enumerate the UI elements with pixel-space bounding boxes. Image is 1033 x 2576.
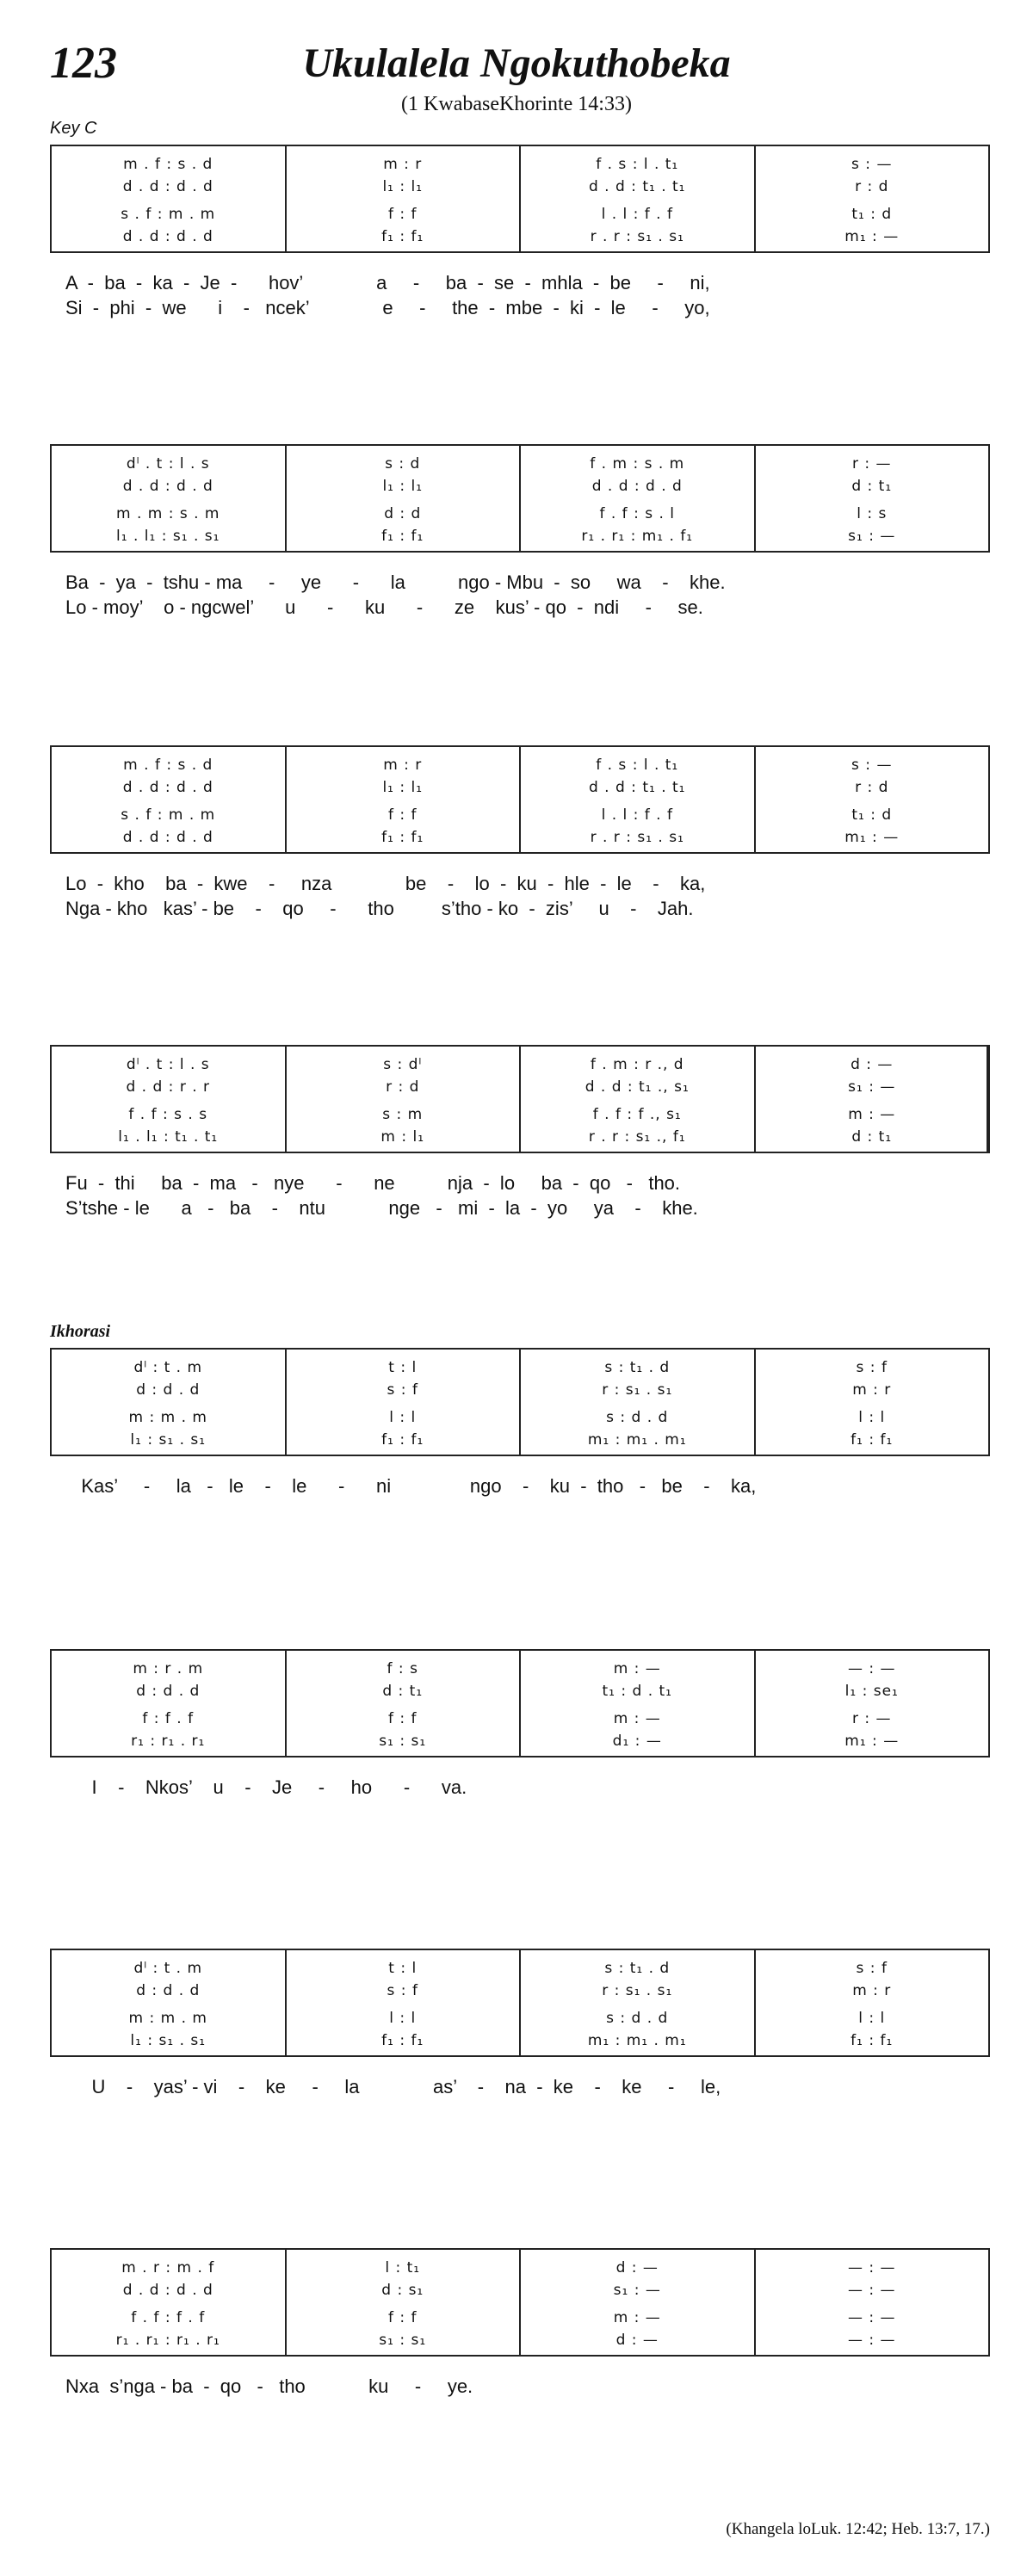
note-row: f₁ : f₁ <box>381 1431 424 1449</box>
lyrics-block <box>65 270 710 320</box>
measure <box>754 146 989 251</box>
note-row: m . f : s . d <box>123 757 213 774</box>
note-row: f₁ : f₁ <box>851 1431 894 1449</box>
note-row: l : l <box>858 2010 886 2027</box>
note-row: f . s : l . t₁ <box>596 156 679 173</box>
measure <box>519 747 754 852</box>
measure <box>52 747 285 852</box>
lyric-line: Lo - kho ba - kwe - nza be - lo - ku - hle - le - ka, <box>65 873 706 894</box>
measure <box>519 1350 754 1455</box>
note-row: l₁ : se₁ <box>844 1683 899 1700</box>
note-row: s . f : m . m <box>121 206 216 223</box>
measure <box>285 1651 520 1756</box>
note-row: d . d : d . d <box>122 779 213 796</box>
note-row: f₁ : f₁ <box>381 2032 424 2049</box>
measure <box>754 1651 989 1756</box>
measure <box>519 1950 754 2055</box>
measure <box>754 446 989 551</box>
note-row: d . d : d . d <box>122 829 213 846</box>
measure <box>52 1350 285 1455</box>
lyric-line: S’tshe - le a - ba - ntu nge - mi - la - yo ya - khe. <box>65 1197 698 1219</box>
measure <box>52 1651 285 1756</box>
score-system <box>50 1649 990 1757</box>
lyric-line: I - Nkos’ u - Je - ho - va. <box>65 1776 467 1798</box>
measure <box>52 146 285 251</box>
note-row: s : f <box>387 1381 418 1399</box>
note-row: r : — <box>851 1710 892 1727</box>
note-row: s : f <box>387 1982 418 1999</box>
note-row: d : — <box>851 1056 894 1073</box>
note-row: l₁ : s₁ . s₁ <box>130 1431 207 1449</box>
note-row: — : — <box>847 2309 896 2326</box>
note-row: m : r <box>383 757 423 774</box>
note-row: s : d . d <box>606 1409 669 1426</box>
note-row: l . l : f . f <box>601 806 673 824</box>
note-row: r : d <box>855 178 889 195</box>
note-row: d₁ : — <box>612 1733 662 1750</box>
hymn-number: 123 <box>50 39 117 88</box>
note-row: — : — <box>847 1660 896 1677</box>
measure <box>285 1350 520 1455</box>
note-row: d . d : t₁ . t₁ <box>588 178 686 195</box>
measure <box>285 747 520 852</box>
measure <box>285 1047 520 1152</box>
measure <box>754 2250 989 2355</box>
measure <box>519 1651 754 1756</box>
note-row: — : — <box>847 2259 896 2276</box>
note-row: s : f <box>856 1359 888 1376</box>
note-row: f₁ : f₁ <box>381 528 424 545</box>
note-row: m₁ : — <box>844 228 900 245</box>
hymn-title: Ukulalela Ngokuthobeka <box>302 40 731 86</box>
note-row: t : l <box>388 1960 418 1977</box>
note-row: m : r <box>383 156 423 173</box>
note-row: l : s <box>857 505 888 522</box>
lyric-line: Fu - thi ba - ma - nye - ne nja - lo ba - qo - tho. <box>65 1172 681 1194</box>
note-row: l₁ : l₁ <box>382 478 424 495</box>
note-row: r : — <box>851 455 892 473</box>
note-row: s₁ : s₁ <box>379 2332 427 2349</box>
note-row: m : r <box>852 1381 892 1399</box>
note-row: l₁ : l₁ <box>382 779 424 796</box>
note-row: f₁ : f₁ <box>851 2032 894 2049</box>
note-row: f . f : f ., s₁ <box>592 1106 682 1123</box>
lyric-line: U - yas’ - vi - ke - la as’ - na - ke - ke - le, <box>65 2076 721 2097</box>
note-row: f : f . f <box>142 1710 195 1727</box>
note-row: d . d : d . d <box>122 178 213 195</box>
note-row: f : f <box>387 2309 418 2326</box>
note-row: l₁ . l₁ : t₁ . t₁ <box>118 1128 219 1146</box>
measure <box>285 1950 520 2055</box>
note-row: r₁ . r₁ : m₁ . f₁ <box>581 528 694 545</box>
lyric-line: Nga - kho kas’ - be - qo - tho s’tho - ko - zis’ u - Jah. <box>65 898 694 919</box>
measure <box>52 1047 285 1152</box>
score-system <box>50 745 990 854</box>
note-row: d . d : t₁ . t₁ <box>588 779 686 796</box>
note-row: f . f : f . f <box>131 2309 206 2326</box>
measure <box>285 2250 520 2355</box>
note-row: m : — <box>613 1660 661 1677</box>
key-signature: Key C <box>50 119 97 138</box>
score-system <box>50 444 990 553</box>
lyric-line: A - ba - ka - Je - hov’ a - ba - se - mhla - be - ni, <box>65 272 710 293</box>
note-row: s : m <box>382 1106 424 1123</box>
note-row: d . d : t₁ ., s₁ <box>585 1078 690 1096</box>
note-row: m : — <box>613 1710 661 1727</box>
score-system <box>50 1045 990 1153</box>
scripture-reference: (1 KwabaseKhorinte 14:33) <box>401 93 632 115</box>
note-row: d : t₁ <box>851 478 893 495</box>
note-row: d : t₁ <box>382 1683 424 1700</box>
lyrics-block <box>65 570 726 620</box>
note-row: — : — <box>847 2282 896 2299</box>
measure <box>754 1047 989 1152</box>
note-row: l₁ . l₁ : s₁ . s₁ <box>116 528 220 545</box>
lyric-line: Ba - ya - tshu - ma - ye - la ngo - Mbu - so wa - khe. <box>65 571 726 593</box>
note-row: f : f <box>387 1710 418 1727</box>
note-row: s : f <box>856 1960 888 1977</box>
measure <box>519 1047 754 1152</box>
note-row: t : l <box>388 1359 418 1376</box>
note-row: d : — <box>615 2259 659 2276</box>
note-row: r₁ . r₁ : r₁ . r₁ <box>115 2332 220 2349</box>
note-row: m₁ : — <box>844 829 900 846</box>
note-row: s₁ : s₁ <box>379 1733 427 1750</box>
measure <box>285 146 520 251</box>
note-row: s : t₁ . d <box>604 1359 671 1376</box>
note-row: m₁ : — <box>844 1733 900 1750</box>
lyric-line: Si - phi - we i - ncek’ e - the - mbe - ki - le - yo, <box>65 297 710 318</box>
note-row: d : d . d <box>136 1982 201 1999</box>
measure <box>52 2250 285 2355</box>
note-row: l . l : f . f <box>601 206 673 223</box>
note-row: t₁ : d . t₁ <box>602 1683 672 1700</box>
note-row: l : l <box>858 1409 886 1426</box>
note-row: s₁ : — <box>848 528 896 545</box>
note-row: f₁ : f₁ <box>381 228 424 245</box>
note-row: f₁ : f₁ <box>381 829 424 846</box>
note-row: m : r <box>852 1982 892 1999</box>
note-row: l : l <box>389 1409 417 1426</box>
lyric-line: Kas’ - la - le - le - ni ngo - ku - tho - be - ka, <box>65 1475 757 1497</box>
note-row: m : m . m <box>128 1409 207 1426</box>
measure <box>52 446 285 551</box>
note-row: d : t₁ <box>851 1128 893 1146</box>
note-row: r : d <box>855 779 889 796</box>
note-row: r : s₁ . s₁ <box>602 1982 673 1999</box>
note-row: f . f : s . l <box>599 505 675 522</box>
note-row: s₁ : — <box>848 1078 896 1096</box>
score-system <box>50 2248 990 2357</box>
lyrics-block <box>65 1775 467 1800</box>
lyric-line: Lo - moy’ o - ngcwel’ u - ku - ze kus’ - qo - ndi - se. <box>65 596 703 618</box>
note-row: s : d . d <box>606 2010 669 2027</box>
measure <box>519 446 754 551</box>
note-row: m₁ : m₁ . m₁ <box>587 1431 687 1449</box>
note-row: d . d : d . d <box>122 2282 213 2299</box>
note-row: r . r : s₁ . s₁ <box>590 829 684 846</box>
note-row: m . r : m . f <box>121 2259 215 2276</box>
note-row: m . f : s . d <box>123 156 213 173</box>
measure <box>754 747 989 852</box>
score-system <box>50 145 990 253</box>
note-row: r : s₁ . s₁ <box>602 1381 673 1399</box>
measure <box>285 446 520 551</box>
note-row: d : d <box>384 505 422 522</box>
score-system <box>50 1348 990 1456</box>
note-row: d . d : r . r <box>126 1078 211 1096</box>
note-row: d . d : d . d <box>591 478 683 495</box>
note-row: dˡ . t : l . s <box>126 1056 210 1073</box>
measure <box>754 1350 989 1455</box>
note-row: s . f : m . m <box>121 806 216 824</box>
measure <box>52 1950 285 2055</box>
note-row: s : dˡ <box>383 1056 423 1073</box>
score-system <box>50 1949 990 2057</box>
note-row: f . m : r ., d <box>590 1056 684 1073</box>
note-row: f : f <box>387 806 418 824</box>
note-row: s : — <box>851 757 893 774</box>
note-row: l₁ : l₁ <box>382 178 424 195</box>
lyrics-block <box>65 1171 698 1220</box>
note-row: — : — <box>847 2332 896 2349</box>
note-row: f . m : s . m <box>590 455 685 473</box>
footnote: (Khangela loLuk. 12:42; Heb. 13:7, 17.) <box>726 2520 990 2538</box>
measure <box>519 2250 754 2355</box>
note-row: m : — <box>848 1106 896 1123</box>
note-row: m : r . m <box>133 1660 204 1677</box>
note-row: d : — <box>615 2332 659 2349</box>
note-row: s₁ : — <box>613 2282 661 2299</box>
note-row: r : d <box>386 1078 420 1096</box>
note-row: d : s₁ <box>381 2282 424 2299</box>
note-row: t₁ : d <box>851 806 893 824</box>
note-row: l : t₁ <box>385 2259 421 2276</box>
note-row: s : — <box>851 156 893 173</box>
lyrics-block <box>65 871 705 921</box>
lyrics-block <box>65 2374 473 2399</box>
note-row: d . d : d . d <box>122 228 213 245</box>
note-row: f : f <box>387 206 418 223</box>
lyric-line: Nxa s’nga - ba - qo - tho ku - ye. <box>65 2375 473 2397</box>
note-row: t₁ : d <box>851 206 893 223</box>
note-row: m . m : s . m <box>116 505 220 522</box>
note-row: dˡ : t . m <box>133 1960 203 1977</box>
note-row: m : l₁ <box>380 1128 425 1146</box>
note-row: f . f : s . s <box>128 1106 208 1123</box>
note-row: r . r : s₁ ., f₁ <box>588 1128 686 1146</box>
note-row: dˡ . t : l . s <box>126 455 210 473</box>
note-row: d : d . d <box>136 1381 201 1399</box>
chorus-label: Ikhorasi <box>50 1322 111 1341</box>
note-row: s : d <box>385 455 421 473</box>
note-row: d . d : d . d <box>122 478 213 495</box>
note-row: s : t₁ . d <box>604 1960 671 1977</box>
note-row: m : — <box>613 2309 661 2326</box>
note-row: f : s <box>387 1660 418 1677</box>
note-row: m : m . m <box>128 2010 207 2027</box>
note-row: r . r : s₁ . s₁ <box>590 228 684 245</box>
note-row: l : l <box>389 2010 417 2027</box>
note-row: dˡ : t . m <box>133 1359 203 1376</box>
note-row: l₁ : s₁ . s₁ <box>130 2032 207 2049</box>
note-row: m₁ : m₁ . m₁ <box>587 2032 687 2049</box>
lyrics-block <box>65 1473 756 1498</box>
note-row: d : d . d <box>136 1683 201 1700</box>
measure <box>754 1950 989 2055</box>
measure <box>519 146 754 251</box>
lyrics-block <box>65 2074 721 2099</box>
note-row: r₁ : r₁ . r₁ <box>131 1733 206 1750</box>
note-row: f . s : l . t₁ <box>596 757 679 774</box>
